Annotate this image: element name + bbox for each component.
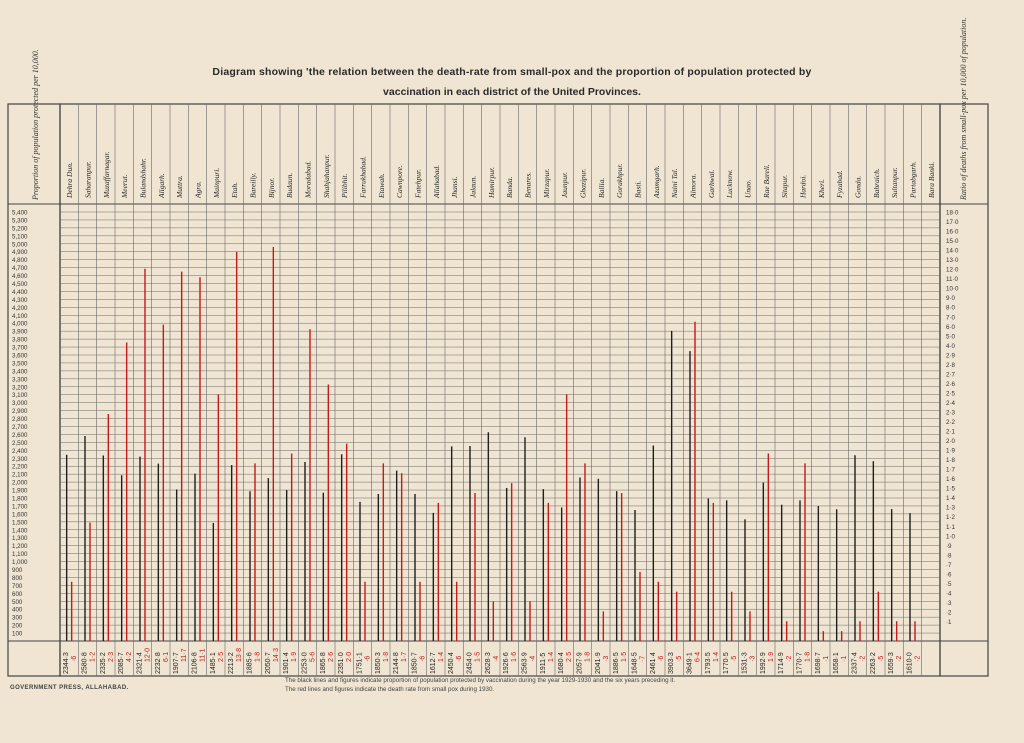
district-label: Gorakhpur. — [615, 163, 625, 198]
left-tick-label: 3,200 — [12, 384, 28, 392]
left-tick-label: 5,300 — [12, 217, 28, 225]
protection-value-label: 1659·3 — [888, 652, 896, 674]
protection-value-label: 2628·3 — [484, 652, 492, 674]
left-tick-label: 1,700 — [12, 503, 28, 511]
protection-value-label: 1850·7 — [411, 652, 419, 674]
district-label: Ballia. — [596, 177, 606, 198]
left-tick-label: 4,600 — [12, 273, 28, 281]
district-label: Muttra. — [175, 175, 185, 198]
protection-value-label: 1911·5 — [539, 652, 547, 674]
district-label: Jalaun. — [468, 175, 478, 198]
district-label: Fatehpur. — [413, 169, 423, 198]
district-label: Saharanpur. — [83, 161, 93, 198]
death-rate-value-label: ·5 — [877, 655, 885, 662]
left-axis-header: Proportion of population protected per 10,000. — [31, 49, 40, 200]
protection-value-label: 2085·7 — [118, 652, 126, 674]
left-tick-label: 500 — [12, 598, 23, 606]
death-rate-value-label: 1·9 — [291, 651, 299, 662]
death-rate-value-label: 11·1 — [199, 648, 207, 662]
death-rate-value-label: 1·8 — [804, 651, 812, 662]
death-rate-value-label: 5·6 — [309, 651, 317, 662]
left-tick-label: 2,700 — [12, 424, 28, 431]
death-rate-value-label: ·1 — [822, 655, 830, 662]
protection-value-label: 2337·4 — [851, 652, 859, 674]
right-tick-label: 2·3 — [946, 409, 955, 417]
chart-title-line-1: Diagram showing 'the relation between the death-rate from small-pox and the proportion of population protected by — [212, 66, 812, 78]
right-tick-label: 15·0 — [946, 238, 959, 246]
protection-value-label: 3903·3 — [668, 652, 676, 674]
death-rate-value-label: 1·4 — [437, 651, 445, 662]
right-tick-label: 5·0 — [946, 333, 955, 341]
left-tick-label: 4,300 — [12, 296, 28, 304]
right-tick-label: ·7 — [946, 561, 952, 569]
protection-value-label: 1850·3 — [374, 652, 382, 674]
right-tick-label: 1·9 — [946, 447, 955, 455]
protection-value-label: 1485·1 — [209, 652, 217, 674]
district-label: Almora. — [688, 173, 698, 198]
district-label: Banda. — [505, 176, 515, 198]
protection-value-label: 2461·4 — [649, 652, 657, 674]
protection-value-label: 2454·0 — [466, 652, 474, 674]
death-rate-value-label: 1·9 — [767, 651, 775, 662]
death-rate-value-label: ·5 — [676, 655, 684, 662]
protection-value-label: 1770·7 — [796, 652, 804, 674]
left-tick-label: 1,000 — [12, 559, 28, 567]
death-rate-value-label: ·6 — [419, 655, 427, 662]
protection-value-label: 2321·4 — [136, 652, 144, 674]
right-tick-label: 2·1 — [946, 428, 955, 436]
left-tick-label: 5,400 — [12, 209, 28, 217]
death-rate-value-label: ·6 — [364, 655, 372, 662]
death-rate-value-label: 2·0 — [346, 651, 354, 662]
left-tick-label: 2,400 — [12, 447, 28, 455]
protection-value-label: 2263·2 — [869, 652, 877, 674]
death-rate-value-label: 2·5 — [217, 651, 225, 662]
district-label: Sitapur. — [780, 174, 790, 198]
district-label: Jhansi. — [450, 176, 460, 198]
district-label: Garhwal. — [706, 169, 716, 198]
district-label: Hardoi. — [798, 174, 808, 198]
death-rate-value-label: ·4 — [492, 655, 500, 662]
right-tick-label: 2·9 — [946, 352, 955, 360]
right-tick-label: ·2 — [946, 609, 952, 617]
left-tick-label: 2,800 — [12, 416, 28, 424]
protection-value-label: 1610·0 — [906, 652, 914, 674]
protection-value-label: 2335·2 — [99, 652, 107, 674]
district-label: Fyzabad. — [835, 170, 845, 198]
death-rate-value-label: 12·0 — [144, 647, 152, 662]
protection-value-label: 2050·7 — [264, 652, 272, 674]
death-rate-value-label: ·2 — [914, 655, 922, 662]
left-tick-label: 300 — [12, 614, 23, 622]
protection-value-label: 2563·9 — [521, 652, 529, 674]
district-label: Mirzapur. — [541, 168, 551, 198]
right-axis-header: Ratio of deaths from small-pox per 10,000 of population. — [959, 17, 968, 200]
left-tick-label: 5,200 — [12, 225, 28, 233]
left-tick-label: 2,000 — [12, 479, 28, 487]
left-tick-label: 1,600 — [12, 511, 28, 519]
protection-value-label: 1531·3 — [741, 652, 749, 674]
left-tick-label: 4,400 — [12, 288, 28, 296]
left-tick-label: 3,500 — [12, 360, 28, 368]
right-tick-label: ·8 — [946, 552, 952, 560]
death-rate-value-label: ·6 — [456, 655, 464, 662]
left-tick-label: 1,100 — [12, 551, 28, 559]
district-label: Bijnor. — [266, 177, 276, 198]
death-rate-value-label: ·1 — [841, 655, 849, 662]
district-label: Benares. — [523, 171, 533, 198]
left-tick-label: 600 — [12, 590, 23, 598]
death-rate-value-label: 1·7 — [401, 651, 409, 662]
district-label: Farrukhabad. — [358, 156, 368, 198]
protection-value-label: 1770·5 — [723, 652, 731, 674]
left-tick-label: 2,300 — [12, 455, 28, 463]
right-tick-label: 13·0 — [946, 257, 959, 265]
death-rate-value-label: 6·4 — [694, 651, 702, 662]
left-tick-label: 5,100 — [12, 233, 28, 241]
district-label: Budaun. — [285, 172, 295, 198]
death-rate-value-label: ·6 — [657, 655, 665, 662]
district-label: Bahraich. — [871, 168, 881, 198]
protection-value-label: 1901·4 — [283, 652, 291, 674]
district-label: Etah. — [230, 181, 240, 198]
death-rate-value-label: 1·5 — [474, 651, 482, 662]
right-tick-label: ·1 — [946, 618, 952, 626]
district-label: Basti. — [633, 180, 643, 198]
district-label: Dehra Dun. — [65, 162, 75, 198]
right-tick-label: 2·0 — [946, 438, 955, 446]
death-rate-value-label: ·4 — [529, 655, 537, 662]
death-rate-value-label: 1·6 — [511, 651, 519, 662]
protection-value-label: 1885·6 — [246, 652, 254, 674]
left-tick-label: 400 — [12, 606, 23, 614]
protection-value-label: 1886·5 — [613, 652, 621, 674]
left-tick-label: 1,900 — [12, 487, 28, 495]
left-tick-label: 2,600 — [12, 431, 28, 439]
protection-value-label: 2213·2 — [228, 652, 236, 674]
death-rate-value-label: ·7 — [639, 655, 647, 662]
right-tick-label: ·9 — [946, 542, 952, 550]
footnote-black: The black lines and figures indicate proportion of population protected by vaccination during the year 1929-1930 and the six years preceding it. — [285, 677, 676, 684]
death-rate-value-label: 6·1 — [162, 651, 170, 662]
death-rate-value-label: 1·8 — [584, 651, 592, 662]
death-rate-value-label: 1·8 — [382, 651, 390, 662]
protection-value-label: 1680·4 — [558, 652, 566, 674]
left-tick-label: 700 — [12, 582, 23, 590]
left-tick-label: 1,200 — [12, 543, 28, 551]
death-rate-value-label: ·3 — [749, 655, 757, 662]
protection-value-label: 1714·9 — [778, 652, 786, 674]
right-tick-label: 4·0 — [946, 342, 955, 350]
protection-value-label: 2232·8 — [154, 652, 162, 674]
protection-value-label: 3649·1 — [686, 652, 694, 674]
left-tick-label: 3,000 — [12, 400, 28, 408]
left-tick-label: 2,100 — [12, 471, 28, 479]
district-label: Meerut. — [120, 174, 130, 198]
right-tick-label: 7·0 — [946, 314, 955, 322]
protection-value-label: 1698·7 — [814, 652, 822, 674]
district-label: Allahabad. — [431, 164, 441, 198]
death-rate-value-label: 1·2 — [89, 651, 97, 662]
right-tick-label: 1·4 — [946, 495, 955, 503]
death-rate-value-label: ·6 — [71, 655, 79, 662]
right-tick-label: 6·0 — [946, 323, 955, 331]
left-tick-label: 3,900 — [12, 328, 28, 336]
death-rate-value-label: ·2 — [786, 655, 794, 662]
chart-title-line-2: vaccination in each district of the United Provinces. — [383, 86, 641, 98]
left-tick-label: 4,800 — [12, 257, 28, 265]
death-rate-value-label: 1·5 — [621, 651, 629, 662]
district-label: Kheri. — [816, 179, 826, 198]
district-label: Etawah. — [376, 173, 386, 198]
left-tick-label: 4,200 — [12, 304, 28, 312]
protection-value-label: 2344·3 — [63, 652, 71, 674]
protection-value-label: 2106·8 — [191, 652, 199, 674]
district-label: Unao. — [743, 179, 753, 198]
district-label: Bara Banki. — [926, 161, 936, 198]
right-tick-label: 10·0 — [946, 285, 959, 293]
right-tick-label: 1·6 — [946, 476, 955, 484]
death-rate-value-label: 2·5 — [566, 651, 574, 662]
district-label: Partabgarh. — [908, 161, 918, 198]
district-label: Azamgarh. — [651, 165, 661, 198]
protection-value-label: 1658·1 — [833, 652, 841, 674]
death-rate-value-label: ·2 — [896, 655, 904, 662]
left-tick-label: 900 — [12, 567, 23, 574]
protection-value-label: 1907·7 — [173, 652, 181, 674]
death-rate-value-label: 2·6 — [327, 651, 335, 662]
protection-value-label: 2144·8 — [393, 652, 401, 674]
protection-value-label: 1793·5 — [704, 652, 712, 674]
right-tick-label: 9·0 — [946, 295, 955, 303]
death-rate-value-label: ·3 — [602, 655, 610, 662]
death-rate-value-label: 4·2 — [126, 651, 134, 662]
left-tick-label: 4,700 — [12, 265, 28, 273]
district-label: Jaunpur. — [560, 171, 570, 198]
right-tick-label: 2·4 — [946, 399, 955, 407]
right-tick-label: 17·0 — [946, 219, 959, 227]
right-tick-label: 1·8 — [946, 457, 955, 465]
right-tick-label: 8·0 — [946, 304, 955, 312]
district-label: Gonda. — [853, 175, 863, 198]
death-rate-value-label: ·2 — [859, 655, 867, 662]
left-tick-label: 3,400 — [12, 368, 28, 376]
left-tick-label: 3,600 — [12, 352, 28, 360]
right-tick-label: 2·5 — [946, 390, 955, 398]
left-tick-label: 2,900 — [12, 408, 28, 416]
protection-value-label: 2580·8 — [81, 652, 89, 674]
district-label: Rae Bareli. — [761, 164, 771, 198]
protection-value-label: 2253·0 — [301, 652, 309, 674]
right-tick-label: ·5 — [946, 580, 952, 588]
district-label: Bareilly. — [248, 172, 258, 198]
death-rate-value-label: 1·8 — [254, 651, 262, 662]
protection-value-label: 1751·1 — [356, 652, 364, 674]
right-tick-label: 2·8 — [946, 361, 955, 369]
right-tick-label: 12·0 — [946, 266, 959, 274]
left-tick-label: 3,800 — [12, 336, 28, 344]
right-tick-label: 18·0 — [946, 209, 959, 217]
protection-value-label: 2041·9 — [594, 652, 602, 674]
right-tick-label: 1·5 — [946, 485, 955, 493]
right-tick-label: 2·2 — [946, 419, 955, 426]
district-label: Aligarh. — [156, 173, 166, 198]
district-label: Lucknow. — [725, 169, 735, 198]
death-rate-value-label: ·5 — [731, 655, 739, 662]
protection-value-label: 1865·8 — [319, 652, 327, 674]
district-label: Ghazipur. — [578, 168, 588, 198]
left-tick-label: 5,000 — [12, 241, 28, 249]
district-label: Sultanpur. — [890, 167, 900, 198]
footnote-red: The red lines and figures indicate the death rate from small pox during 1930. — [285, 686, 495, 693]
district-label: Mainpuri. — [211, 167, 221, 198]
right-tick-label: 1·0 — [946, 533, 955, 541]
death-rate-value-label: 14·3 — [272, 647, 280, 662]
right-tick-label: 1·1 — [946, 523, 955, 531]
district-label: Shahjahanpur. — [321, 154, 331, 198]
right-tick-label: 11·0 — [946, 276, 958, 284]
left-tick-label: 1,800 — [12, 495, 28, 503]
printer-credit: GOVERNMENT PRESS, ALLAHABAD. — [10, 685, 129, 691]
right-tick-label: 1·7 — [946, 466, 955, 474]
district-label: Bulandshahr. — [138, 158, 148, 198]
right-tick-label: ·3 — [946, 599, 952, 607]
district-label: Pilibhit. — [340, 173, 350, 198]
death-rate-value-label: 13·8 — [236, 647, 244, 662]
right-tick-label: 14·0 — [946, 247, 959, 255]
protection-value-label: 1648·5 — [631, 652, 639, 674]
left-tick-label: 4,100 — [12, 312, 28, 320]
left-tick-label: 4,000 — [12, 320, 28, 328]
left-tick-label: 1,300 — [12, 535, 28, 543]
left-tick-label: 200 — [12, 622, 23, 630]
right-tick-label: ·4 — [946, 590, 952, 598]
left-tick-label: 1,400 — [12, 527, 28, 535]
left-tick-label: 3,300 — [12, 376, 28, 384]
death-rate-value-label: 2·3 — [107, 651, 115, 662]
district-label: Muzaffarnagar. — [101, 151, 111, 198]
death-rate-value-label: 1·4 — [712, 651, 720, 662]
left-tick-label: 3,100 — [12, 392, 28, 400]
left-tick-label: 1,500 — [12, 519, 28, 527]
right-tick-label: ·6 — [946, 571, 952, 579]
protection-value-label: 1612·7 — [429, 652, 437, 674]
protection-value-label: 2450·4 — [448, 652, 456, 674]
protection-value-label: 2057·9 — [576, 652, 584, 674]
left-tick-label: 800 — [12, 574, 23, 582]
right-tick-label: 16·0 — [946, 228, 959, 236]
left-tick-label: 2,500 — [12, 439, 28, 447]
district-label: Moradabad. — [303, 160, 313, 198]
district-label: Naini Tal. — [670, 168, 680, 198]
protection-value-label: 2351·0 — [338, 652, 346, 674]
protection-value-label: 1926·6 — [503, 652, 511, 674]
right-tick-label: 2·7 — [946, 371, 955, 379]
death-rate-value-label: 1·4 — [547, 651, 555, 662]
left-tick-label: 4,500 — [12, 281, 28, 288]
left-tick-label: 3,700 — [12, 344, 28, 352]
district-label: Hamirpur. — [486, 166, 496, 198]
district-label: Cawnpore. — [395, 165, 405, 198]
left-tick-label: 100 — [12, 630, 23, 638]
right-tick-label: 1·3 — [946, 504, 955, 512]
right-tick-label: 2·6 — [946, 380, 955, 388]
district-label: Agra. — [193, 181, 203, 198]
left-tick-label: 2,200 — [12, 463, 28, 471]
right-tick-label: 1·2 — [946, 514, 955, 522]
death-rate-value-label: 11·7 — [181, 648, 189, 662]
left-tick-label: 4,900 — [12, 249, 28, 257]
protection-value-label: 1992·9 — [759, 652, 767, 674]
